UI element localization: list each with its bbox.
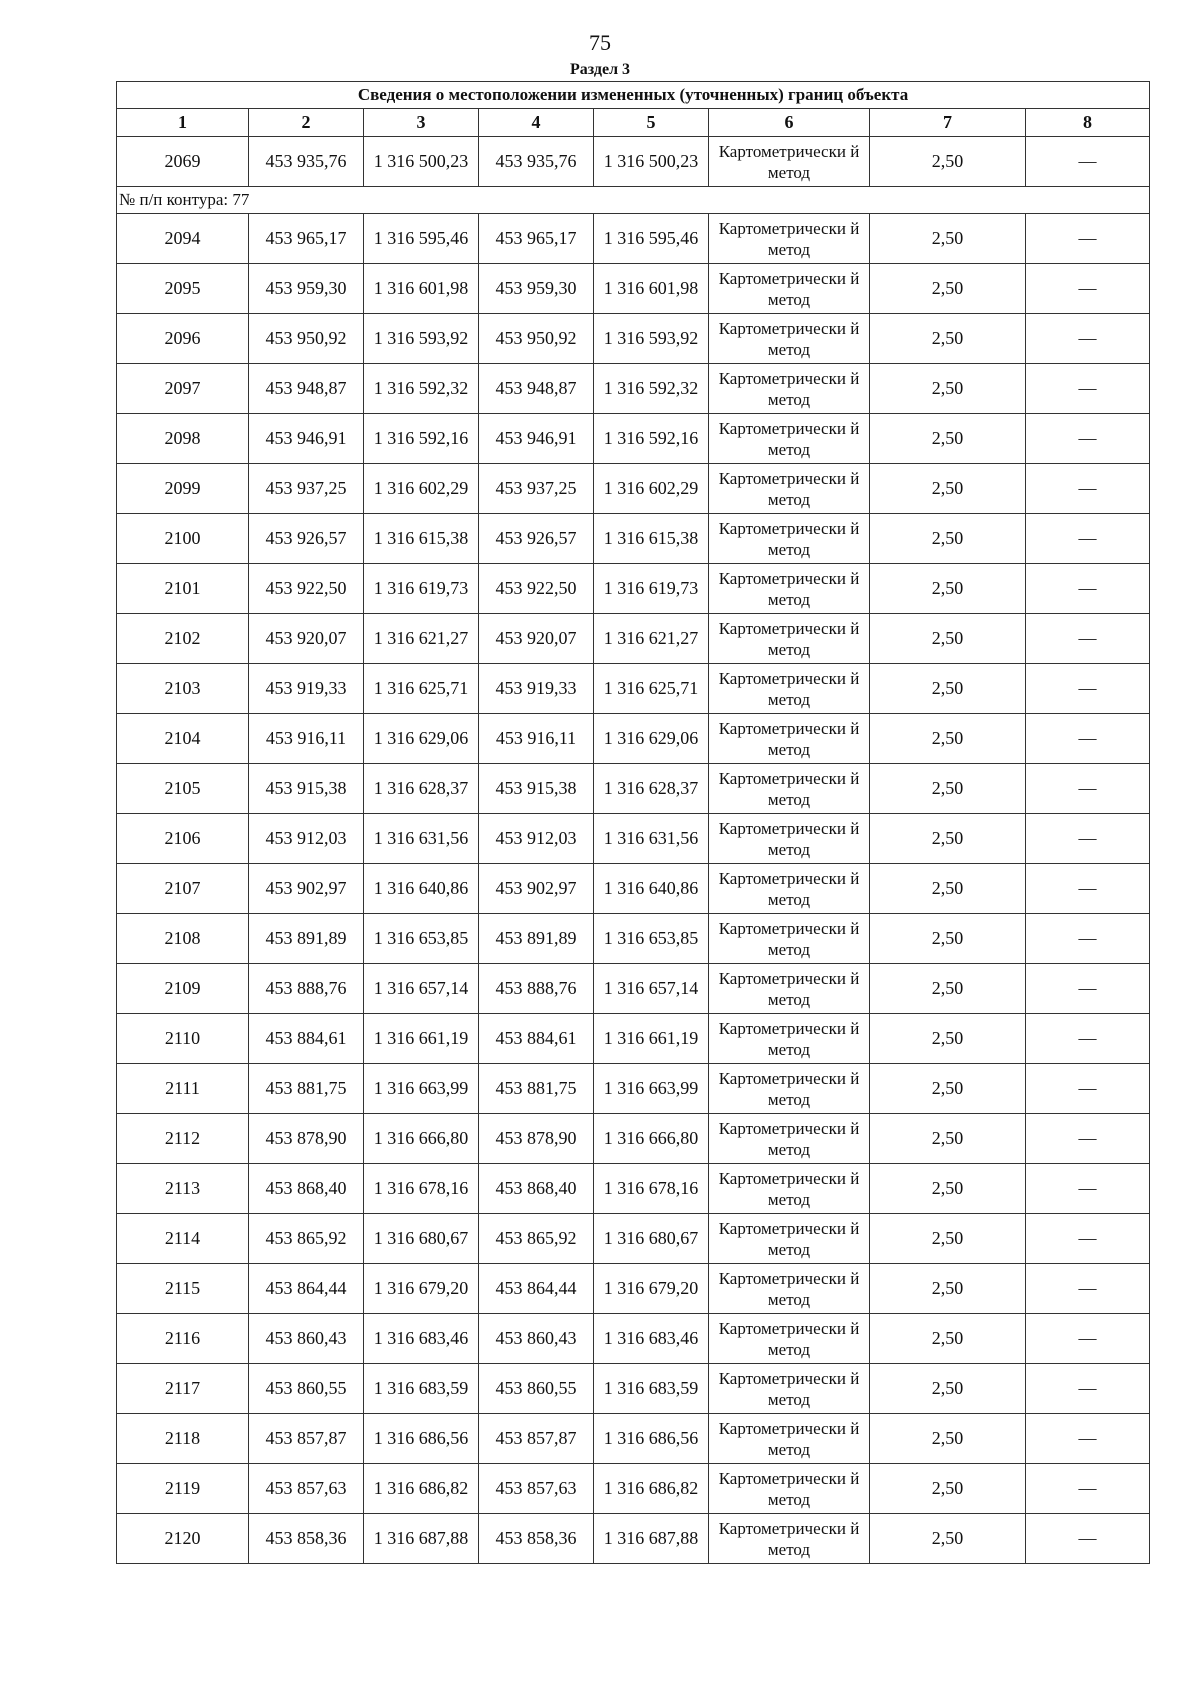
y-coordinate-existing-cell: 1 316 687,88 [364, 1514, 479, 1564]
y-coordinate-existing-cell: 1 316 629,06 [364, 714, 479, 764]
x-coordinate-existing-cell: 453 948,87 [249, 364, 364, 414]
x-coordinate-existing-cell: 453 864,44 [249, 1264, 364, 1314]
y-coordinate-existing-cell: 1 316 686,56 [364, 1414, 479, 1464]
point-description-cell: — [1026, 864, 1150, 914]
y-coordinate-existing-cell: 1 316 631,56 [364, 814, 479, 864]
table-row [117, 964, 1150, 1014]
x-coordinate-existing-cell: 453 888,76 [249, 964, 364, 1014]
x-coordinate-refined-cell: 453 860,55 [479, 1364, 594, 1414]
method-cell: Картометрически й метод [709, 364, 870, 414]
accuracy-cell: 2,50 [870, 264, 1026, 314]
point-description-cell: — [1026, 264, 1150, 314]
x-coordinate-existing-cell: 453 858,36 [249, 1514, 364, 1564]
x-coordinate-existing-cell: 453 860,43 [249, 1314, 364, 1364]
y-coordinate-existing-cell: 1 316 500,23 [364, 137, 479, 187]
accuracy-cell: 2,50 [870, 764, 1026, 814]
point-description-cell: — [1026, 1064, 1150, 1114]
y-coordinate-refined-cell: 1 316 595,46 [594, 214, 709, 264]
x-coordinate-refined-cell: 453 864,44 [479, 1264, 594, 1314]
method-cell: Картометрически й метод [709, 514, 870, 564]
x-coordinate-refined-cell: 453 937,25 [479, 464, 594, 514]
point-description-cell: — [1026, 764, 1150, 814]
point-number-cell: 2102 [117, 614, 249, 664]
page-number: 75 [589, 30, 611, 55]
y-coordinate-existing-cell: 1 316 661,19 [364, 1014, 479, 1064]
column-header: 8 [1026, 109, 1150, 137]
point-number-cell: 2069 [117, 137, 249, 187]
column-header: 6 [709, 109, 870, 137]
x-coordinate-existing-cell: 453 922,50 [249, 564, 364, 614]
y-coordinate-refined-cell: 1 316 657,14 [594, 964, 709, 1014]
x-coordinate-refined-cell: 453 916,11 [479, 714, 594, 764]
accuracy-cell: 2,50 [870, 464, 1026, 514]
x-coordinate-existing-cell: 453 920,07 [249, 614, 364, 664]
table-row [117, 764, 1150, 814]
accuracy-cell: 2,50 [870, 964, 1026, 1014]
accuracy-cell: 2,50 [870, 137, 1026, 187]
point-number-cell: 2109 [117, 964, 249, 1014]
point-number-cell: 2103 [117, 664, 249, 714]
x-coordinate-refined-cell: 453 884,61 [479, 1014, 594, 1064]
x-coordinate-refined-cell: 453 926,57 [479, 514, 594, 564]
y-coordinate-refined-cell: 1 316 602,29 [594, 464, 709, 514]
accuracy-cell: 2,50 [870, 564, 1026, 614]
x-coordinate-refined-cell: 453 891,89 [479, 914, 594, 964]
table-row [117, 1214, 1150, 1264]
point-number-cell: 2107 [117, 864, 249, 914]
point-description-cell: — [1026, 1414, 1150, 1464]
table-row [117, 1264, 1150, 1314]
point-description-cell: — [1026, 664, 1150, 714]
table-row [117, 914, 1150, 964]
y-coordinate-existing-cell: 1 316 592,16 [364, 414, 479, 464]
accuracy-cell: 2,50 [870, 514, 1026, 564]
column-header: 2 [249, 109, 364, 137]
y-coordinate-existing-cell: 1 316 640,86 [364, 864, 479, 914]
point-number-cell: 2110 [117, 1014, 249, 1064]
accuracy-cell: 2,50 [870, 1514, 1026, 1564]
point-number-cell: 2100 [117, 514, 249, 564]
x-coordinate-existing-cell: 453 878,90 [249, 1114, 364, 1164]
table-row [117, 364, 1150, 414]
accuracy-cell: 2,50 [870, 714, 1026, 764]
point-description-cell: — [1026, 1464, 1150, 1514]
table-row [117, 1114, 1150, 1164]
method-cell: Картометрически й метод [709, 1464, 870, 1514]
method-cell: Картометрически й метод [709, 1364, 870, 1414]
accuracy-cell: 2,50 [870, 1064, 1026, 1114]
point-description-cell: — [1026, 714, 1150, 764]
x-coordinate-refined-cell: 453 857,63 [479, 1464, 594, 1514]
y-coordinate-existing-cell: 1 316 678,16 [364, 1164, 479, 1214]
accuracy-cell: 2,50 [870, 364, 1026, 414]
y-coordinate-existing-cell: 1 316 601,98 [364, 264, 479, 314]
y-coordinate-existing-cell: 1 316 686,82 [364, 1464, 479, 1514]
method-cell: Картометрически й метод [709, 664, 870, 714]
point-description-cell: — [1026, 364, 1150, 414]
point-number-cell: 2104 [117, 714, 249, 764]
accuracy-cell: 2,50 [870, 814, 1026, 864]
section-title: Раздел 3 [569, 61, 631, 78]
accuracy-cell: 2,50 [870, 1214, 1026, 1264]
x-coordinate-existing-cell: 453 965,17 [249, 214, 364, 264]
point-number-cell: 2096 [117, 314, 249, 364]
accuracy-cell: 2,50 [870, 314, 1026, 364]
accuracy-cell: 2,50 [870, 864, 1026, 914]
x-coordinate-existing-cell: 453 857,87 [249, 1414, 364, 1464]
point-description-cell: — [1026, 1264, 1150, 1314]
point-number-cell: 2106 [117, 814, 249, 864]
point-number-cell: 2119 [117, 1464, 249, 1514]
method-cell: Картометрически й метод [709, 1514, 870, 1564]
contour-row [117, 187, 1150, 214]
method-cell: Картометрически й метод [709, 614, 870, 664]
y-coordinate-refined-cell: 1 316 601,98 [594, 264, 709, 314]
y-coordinate-existing-cell: 1 316 615,38 [364, 514, 479, 564]
column-header-row [117, 109, 1150, 137]
table-row [117, 664, 1150, 714]
y-coordinate-existing-cell: 1 316 666,80 [364, 1114, 479, 1164]
point-number-cell: 2097 [117, 364, 249, 414]
x-coordinate-refined-cell: 453 857,87 [479, 1414, 594, 1464]
point-number-cell: 2111 [117, 1064, 249, 1114]
point-description-cell: — [1026, 814, 1150, 864]
accuracy-cell: 2,50 [870, 1414, 1026, 1464]
x-coordinate-existing-cell: 453 860,55 [249, 1364, 364, 1414]
accuracy-cell: 2,50 [870, 1314, 1026, 1364]
method-cell: Картометрически й метод [709, 1064, 870, 1114]
method-cell: Картометрически й метод [709, 1414, 870, 1464]
x-coordinate-existing-cell: 453 915,38 [249, 764, 364, 814]
y-coordinate-refined-cell: 1 316 619,73 [594, 564, 709, 614]
y-coordinate-refined-cell: 1 316 631,56 [594, 814, 709, 864]
y-coordinate-refined-cell: 1 316 500,23 [594, 137, 709, 187]
table-row [117, 1514, 1150, 1564]
x-coordinate-existing-cell: 453 937,25 [249, 464, 364, 514]
y-coordinate-existing-cell: 1 316 683,59 [364, 1364, 479, 1414]
point-number-cell: 2099 [117, 464, 249, 514]
method-cell: Картометрически й метод [709, 214, 870, 264]
x-coordinate-refined-cell: 453 922,50 [479, 564, 594, 614]
y-coordinate-refined-cell: 1 316 593,92 [594, 314, 709, 364]
method-cell: Картометрически й метод [709, 314, 870, 364]
table-caption: Сведения о местоположении измененных (уточненных) границ объекта [117, 82, 1150, 109]
table-row [117, 564, 1150, 614]
accuracy-cell: 2,50 [870, 614, 1026, 664]
point-number-cell: 2116 [117, 1314, 249, 1364]
x-coordinate-refined-cell: 453 868,40 [479, 1164, 594, 1214]
table-row [117, 814, 1150, 864]
y-coordinate-refined-cell: 1 316 679,20 [594, 1264, 709, 1314]
method-cell: Картометрически й метод [709, 1014, 870, 1064]
y-coordinate-existing-cell: 1 316 679,20 [364, 1264, 479, 1314]
accuracy-cell: 2,50 [870, 914, 1026, 964]
table-row [117, 1314, 1150, 1364]
method-cell: Картометрически й метод [709, 1314, 870, 1364]
table-row [117, 464, 1150, 514]
column-header: 4 [479, 109, 594, 137]
y-coordinate-refined-cell: 1 316 686,82 [594, 1464, 709, 1514]
y-coordinate-existing-cell: 1 316 602,29 [364, 464, 479, 514]
y-coordinate-existing-cell: 1 316 625,71 [364, 664, 479, 714]
x-coordinate-existing-cell: 453 865,92 [249, 1214, 364, 1264]
method-cell: Картометрически й метод [709, 1114, 870, 1164]
accuracy-cell: 2,50 [870, 214, 1026, 264]
point-description-cell: — [1026, 464, 1150, 514]
y-coordinate-existing-cell: 1 316 595,46 [364, 214, 479, 264]
y-coordinate-refined-cell: 1 316 592,32 [594, 364, 709, 414]
accuracy-cell: 2,50 [870, 1464, 1026, 1514]
point-number-cell: 2094 [117, 214, 249, 264]
point-description-cell: — [1026, 1164, 1150, 1214]
contour-label: № п/п контура: 77 [117, 187, 1150, 214]
point-number-cell: 2112 [117, 1114, 249, 1164]
accuracy-cell: 2,50 [870, 1364, 1026, 1414]
point-description-cell: — [1026, 964, 1150, 1014]
table-row [117, 864, 1150, 914]
x-coordinate-existing-cell: 453 884,61 [249, 1014, 364, 1064]
table-row [117, 1364, 1150, 1414]
point-number-cell: 2117 [117, 1364, 249, 1414]
method-cell: Картометрически й метод [709, 464, 870, 514]
table-row [117, 1464, 1150, 1514]
method-cell: Картометрически й метод [709, 864, 870, 914]
method-cell: Картометрически й метод [709, 964, 870, 1014]
point-number-cell: 2113 [117, 1164, 249, 1214]
column-header: 5 [594, 109, 709, 137]
point-description-cell: — [1026, 914, 1150, 964]
table-row [117, 137, 1150, 187]
accuracy-cell: 2,50 [870, 664, 1026, 714]
point-description-cell: — [1026, 1014, 1150, 1064]
point-description-cell: — [1026, 1114, 1150, 1164]
boundary-table [116, 81, 1150, 1564]
x-coordinate-refined-cell: 453 948,87 [479, 364, 594, 414]
point-description-cell: — [1026, 1214, 1150, 1264]
method-cell: Картометрически й метод [709, 1214, 870, 1264]
point-description-cell: — [1026, 314, 1150, 364]
y-coordinate-refined-cell: 1 316 592,16 [594, 414, 709, 464]
y-coordinate-existing-cell: 1 316 592,32 [364, 364, 479, 414]
point-description-cell: — [1026, 1314, 1150, 1364]
y-coordinate-existing-cell: 1 316 680,67 [364, 1214, 479, 1264]
point-number-cell: 2105 [117, 764, 249, 814]
y-coordinate-refined-cell: 1 316 683,46 [594, 1314, 709, 1364]
y-coordinate-existing-cell: 1 316 657,14 [364, 964, 479, 1014]
accuracy-cell: 2,50 [870, 1114, 1026, 1164]
point-number-cell: 2120 [117, 1514, 249, 1564]
x-coordinate-refined-cell: 453 919,33 [479, 664, 594, 714]
x-coordinate-refined-cell: 453 915,38 [479, 764, 594, 814]
point-number-cell: 2118 [117, 1414, 249, 1464]
x-coordinate-existing-cell: 453 919,33 [249, 664, 364, 714]
y-coordinate-refined-cell: 1 316 661,19 [594, 1014, 709, 1064]
table-row [117, 1164, 1150, 1214]
table-row [117, 514, 1150, 564]
x-coordinate-refined-cell: 453 950,92 [479, 314, 594, 364]
method-cell: Картометрически й метод [709, 814, 870, 864]
x-coordinate-existing-cell: 453 912,03 [249, 814, 364, 864]
table-row [117, 264, 1150, 314]
x-coordinate-existing-cell: 453 902,97 [249, 864, 364, 914]
point-description-cell: — [1026, 214, 1150, 264]
table-row [117, 1414, 1150, 1464]
x-coordinate-refined-cell: 453 881,75 [479, 1064, 594, 1114]
y-coordinate-refined-cell: 1 316 680,67 [594, 1214, 709, 1264]
y-coordinate-refined-cell: 1 316 666,80 [594, 1114, 709, 1164]
method-cell: Картометрически й метод [709, 414, 870, 464]
x-coordinate-refined-cell: 453 858,36 [479, 1514, 594, 1564]
accuracy-cell: 2,50 [870, 414, 1026, 464]
point-description-cell: — [1026, 614, 1150, 664]
x-coordinate-existing-cell: 453 959,30 [249, 264, 364, 314]
point-number-cell: 2101 [117, 564, 249, 614]
y-coordinate-refined-cell: 1 316 678,16 [594, 1164, 709, 1214]
method-cell: Картометрически й метод [709, 1164, 870, 1214]
accuracy-cell: 2,50 [870, 1264, 1026, 1314]
table-row [117, 1064, 1150, 1114]
y-coordinate-existing-cell: 1 316 683,46 [364, 1314, 479, 1364]
x-coordinate-refined-cell: 453 878,90 [479, 1114, 594, 1164]
method-cell: Картометрически й метод [709, 264, 870, 314]
y-coordinate-refined-cell: 1 316 653,85 [594, 914, 709, 964]
y-coordinate-refined-cell: 1 316 629,06 [594, 714, 709, 764]
y-coordinate-refined-cell: 1 316 663,99 [594, 1064, 709, 1114]
accuracy-cell: 2,50 [870, 1014, 1026, 1064]
y-coordinate-refined-cell: 1 316 628,37 [594, 764, 709, 814]
x-coordinate-existing-cell: 453 926,57 [249, 514, 364, 564]
y-coordinate-refined-cell: 1 316 687,88 [594, 1514, 709, 1564]
point-number-cell: 2095 [117, 264, 249, 314]
table-row [117, 614, 1150, 664]
x-coordinate-existing-cell: 453 891,89 [249, 914, 364, 964]
x-coordinate-refined-cell: 453 865,92 [479, 1214, 594, 1264]
table-row [117, 714, 1150, 764]
table-row [117, 314, 1150, 364]
x-coordinate-refined-cell: 453 965,17 [479, 214, 594, 264]
x-coordinate-existing-cell: 453 916,11 [249, 714, 364, 764]
y-coordinate-refined-cell: 1 316 621,27 [594, 614, 709, 664]
x-coordinate-existing-cell: 453 935,76 [249, 137, 364, 187]
x-coordinate-existing-cell: 453 868,40 [249, 1164, 364, 1214]
y-coordinate-existing-cell: 1 316 628,37 [364, 764, 479, 814]
point-description-cell: — [1026, 137, 1150, 187]
y-coordinate-existing-cell: 1 316 619,73 [364, 564, 479, 614]
x-coordinate-existing-cell: 453 857,63 [249, 1464, 364, 1514]
y-coordinate-existing-cell: 1 316 653,85 [364, 914, 479, 964]
column-header: 1 [117, 109, 249, 137]
point-description-cell: — [1026, 1364, 1150, 1414]
table-row [117, 1014, 1150, 1064]
x-coordinate-refined-cell: 453 912,03 [479, 814, 594, 864]
method-cell: Картометрически й метод [709, 764, 870, 814]
point-description-cell: — [1026, 1514, 1150, 1564]
method-cell: Картометрически й метод [709, 137, 870, 187]
x-coordinate-existing-cell: 453 881,75 [249, 1064, 364, 1114]
y-coordinate-existing-cell: 1 316 593,92 [364, 314, 479, 364]
point-number-cell: 2114 [117, 1214, 249, 1264]
y-coordinate-refined-cell: 1 316 686,56 [594, 1414, 709, 1464]
point-number-cell: 2098 [117, 414, 249, 464]
method-cell: Картометрически й метод [709, 914, 870, 964]
accuracy-cell: 2,50 [870, 1164, 1026, 1214]
table-body [117, 82, 1150, 1564]
method-cell: Картометрически й метод [709, 1264, 870, 1314]
table-caption-row [117, 82, 1150, 109]
x-coordinate-refined-cell: 453 888,76 [479, 964, 594, 1014]
x-coordinate-refined-cell: 453 920,07 [479, 614, 594, 664]
x-coordinate-existing-cell: 453 946,91 [249, 414, 364, 464]
x-coordinate-refined-cell: 453 860,43 [479, 1314, 594, 1364]
x-coordinate-existing-cell: 453 950,92 [249, 314, 364, 364]
y-coordinate-refined-cell: 1 316 625,71 [594, 664, 709, 714]
x-coordinate-refined-cell: 453 959,30 [479, 264, 594, 314]
y-coordinate-refined-cell: 1 316 640,86 [594, 864, 709, 914]
column-header: 3 [364, 109, 479, 137]
point-description-cell: — [1026, 514, 1150, 564]
y-coordinate-existing-cell: 1 316 621,27 [364, 614, 479, 664]
y-coordinate-refined-cell: 1 316 615,38 [594, 514, 709, 564]
y-coordinate-refined-cell: 1 316 683,59 [594, 1364, 709, 1414]
point-description-cell: — [1026, 564, 1150, 614]
y-coordinate-existing-cell: 1 316 663,99 [364, 1064, 479, 1114]
x-coordinate-refined-cell: 453 902,97 [479, 864, 594, 914]
method-cell: Картометрически й метод [709, 564, 870, 614]
x-coordinate-refined-cell: 453 946,91 [479, 414, 594, 464]
point-number-cell: 2108 [117, 914, 249, 964]
point-number-cell: 2115 [117, 1264, 249, 1314]
point-description-cell: — [1026, 414, 1150, 464]
method-cell: Картометрически й метод [709, 714, 870, 764]
x-coordinate-refined-cell: 453 935,76 [479, 137, 594, 187]
table-row [117, 414, 1150, 464]
table-row [117, 214, 1150, 264]
column-header: 7 [870, 109, 1026, 137]
